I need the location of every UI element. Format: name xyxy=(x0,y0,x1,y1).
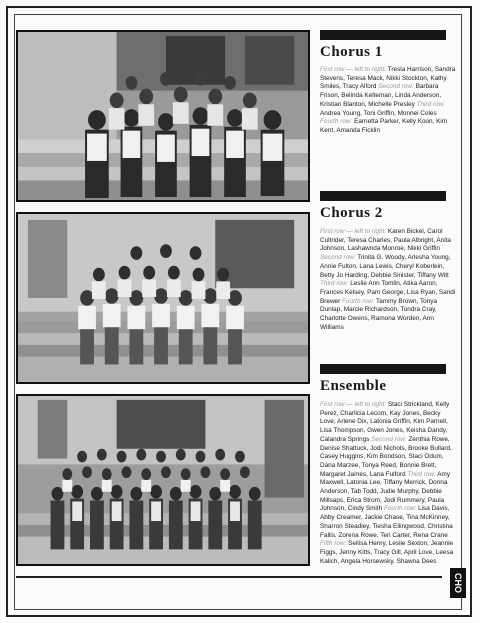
row-label: First row — left to right: xyxy=(320,228,387,235)
ensemble-photo xyxy=(16,394,310,566)
row-label: Fourth row: xyxy=(342,297,375,305)
chorus-2-title: Chorus 2 xyxy=(320,205,383,221)
chorus-1-title: Chorus 1 xyxy=(320,44,383,60)
ensemble-title: Ensemble xyxy=(320,378,387,394)
page-folio-tab: CHO xyxy=(450,568,466,598)
row-names: Tresla Harrison, Sandra Stevens, Teresa Mack, Nikki Stockton, Kathy Smiles, Tracy Alford xyxy=(320,66,456,91)
row-names: Amy Maxwell, Latonia Lee, Tiffany Merrick, Donna Anderson, Tab Todd, Judie Murphy, Debbie Millsaps, Erica Strom, Jodi Rummery, Paula Johnson, Cindy Smith xyxy=(320,470,451,513)
row-label: Second row: xyxy=(371,435,407,443)
row-names: Lisa Davis, Abby Creamer, Jackie Chase, Tina McKinney, Sharron Steadley, Tiesha Ellingwood, Christina Fallis, Zorena Rowe, Teri Carter, Rena Crane xyxy=(320,505,453,539)
row-names: Trinita G. Woody, Arlesha Young, Annie Fulton, Lana Lewis, Cheryl Koberlein, Betty Jo Harding, Debbie Sinister, Tiffany Witt xyxy=(320,254,451,279)
chorus-2-caption xyxy=(320,228,456,332)
section-title-bar xyxy=(320,191,446,201)
row-label: First row — left to right: xyxy=(320,401,387,408)
row-names: Tammy Brown, Tonya Dunlap, Marcie Richardson, Tondra Cray, Charlotte Owens, Ramona Worden, Ann Williams xyxy=(320,297,437,331)
row-names: Staci Strickland, Kelly Perez, Charlicia Lecom, Kay Jones, Becky Love, Arlene Dix, Latonia Griffin, Kim Parnell, Lisa Thompson, Gwen Jones, Keisha Dandy, Calandra Springs xyxy=(320,401,450,443)
chorus-1-caption xyxy=(320,66,456,136)
row-label: First row — left to right: xyxy=(320,66,387,73)
chorus-2-photo xyxy=(16,212,310,384)
chorus-1-photo xyxy=(16,30,310,202)
row-label: Second row: xyxy=(378,83,414,91)
footer-rule xyxy=(16,576,442,578)
row-label: Third row: xyxy=(407,470,436,478)
section-title-bar xyxy=(320,30,446,40)
section-title-bar xyxy=(320,364,446,374)
row-label: Fifth row: xyxy=(320,540,347,548)
row-names: Earnetta Parker, Kelly Koon, Kim Kent, Amanda Ficklin xyxy=(320,118,448,134)
row-names: Seilisa Henry, Leslie Sexton, Jeannie Figgs, Jenny Kitts, Tracy Gill, April Love, Leesa Kalich, Angela Horsewsky, Shawna Dees xyxy=(320,540,454,565)
ensemble-caption xyxy=(320,401,456,566)
row-label: Second row: xyxy=(320,254,356,262)
row-names: Karen Bickel, Carol Cultrider, Teresa Charles, Paula Albright, Anita Johnson, Lashawnda Monroe, Nikki Griffin xyxy=(320,228,451,253)
row-names: Barbara Frison, Belinda Kelteman, Linda Anderson, Kristian Blanton, Michelle Presley xyxy=(320,83,442,108)
row-label: Fourth row: xyxy=(383,505,417,513)
row-names: Andrea Young, Toni Griffin, Monnei Coles xyxy=(320,109,437,117)
row-names: Leslie Ann Tomlin, Atika Aaron, Frances Kelsey, Pam George, Lisa Ryan, Sandi Brewer xyxy=(320,280,456,305)
row-label: Third row: xyxy=(416,100,446,108)
row-names: Zenthia Rowe, Denise Shattuck, Jodi Nichols, Brooke Bullard, Casey Huggins, Kim Bondson, Staci Odum, Dana Marzee, Tonya Reed, Bonnie Brett, Margaret James, Lana Fulford xyxy=(320,435,452,478)
row-label: Third row: xyxy=(320,280,349,288)
row-label: Fourth row: xyxy=(320,118,353,126)
